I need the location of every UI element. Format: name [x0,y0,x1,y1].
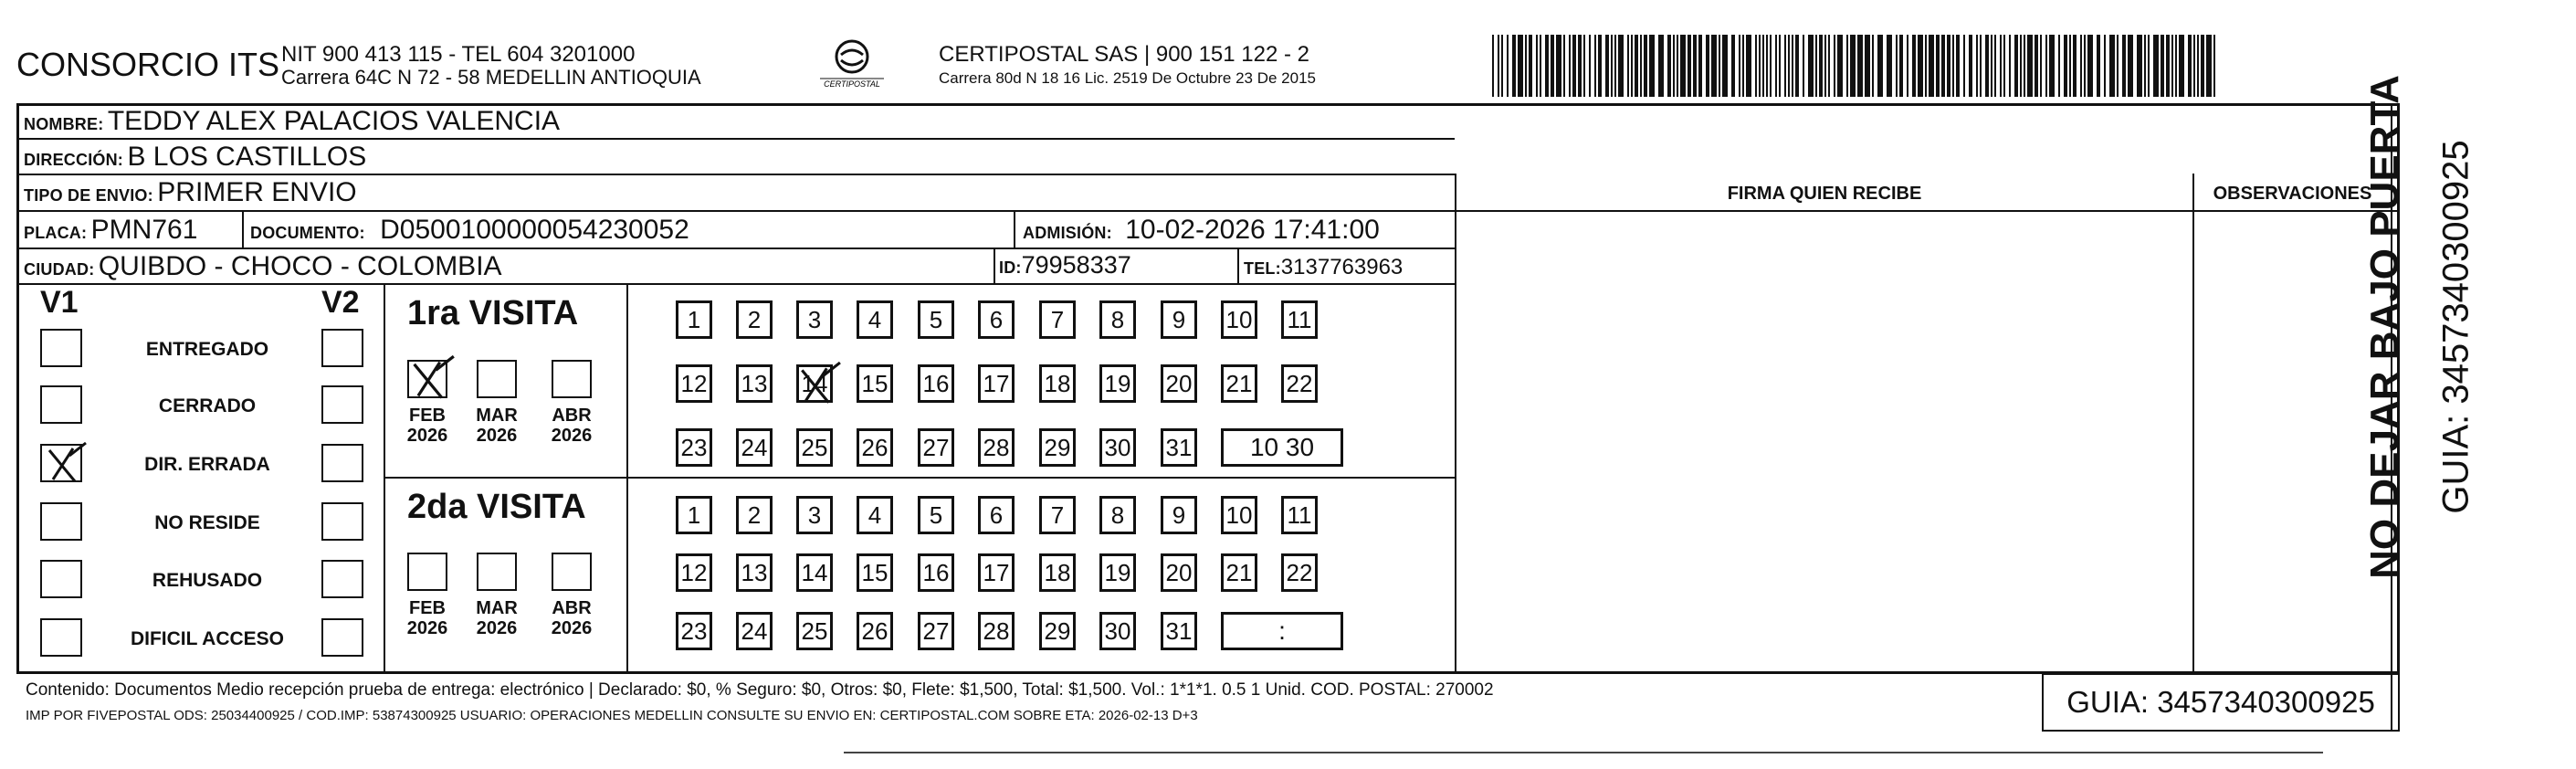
barcode-bar [1936,35,1940,97]
day-box[interactable]: 5 [918,496,954,534]
admision-value: 10-02-2026 17:41:00 [1125,215,1380,245]
status-label: DIR. ERRADA [144,454,270,475]
barcode-bar [1677,35,1678,97]
id-label: ID: [999,258,1022,277]
barcode-bar [2097,35,2100,97]
recipient-address: B LOS CASTILLOS [127,142,367,172]
v2-checkbox[interactable] [321,618,363,657]
time-slot[interactable]: 10 30 [1221,428,1343,467]
status-label: ENTREGADO [145,339,269,360]
barcode-bar [2000,35,2002,97]
barcode-bar [1834,35,1835,97]
day-box[interactable]: 15 [857,553,893,592]
barcode-bar [1556,35,1561,97]
barcode-bar [2087,35,2093,97]
barcode-bar [2045,35,2047,97]
barcode [1492,35,2220,97]
tel-label: TEL: [1244,259,1281,278]
day-box[interactable]: 29 [1039,428,1076,467]
placa-label: PLACA: [24,224,88,242]
barcode-bar [1706,35,1709,97]
barcode-bar [1775,35,1777,97]
month-label [402,406,453,446]
barcode-bar [1680,35,1686,97]
tipo-label: TIPO DE ENVIO: [24,186,153,205]
day-box[interactable]: 23 [676,612,712,650]
barcode-bar [2171,35,2173,97]
barcode-bar [2197,35,2199,97]
barcode-bar [1711,35,1717,97]
placa-value: PMN761 [90,215,198,245]
barcode-bar [1969,35,1972,97]
barcode-bar [1563,35,1565,97]
day-box[interactable]: 7 [1039,300,1076,339]
barcode-bar [2161,35,2164,97]
barcode-bar [2175,35,2177,97]
barcode-bar [1627,35,1629,97]
barcode-bar [2035,35,2038,97]
barcode-bar [1540,35,1541,97]
nombre-row [24,106,560,137]
divider [1237,248,1239,283]
footer-content: Contenido: Documentos Medio recepción prueba de entrega: electrónico | Declarado: $0, % Seguro: $0, Otros: $0, Flete: $1,500, Total: $1,500. Vol.: 1*1*1. 0.5 1 Unid. COD. POSTAL: 270002 [26,680,1494,700]
day-box[interactable]: 31 [1161,428,1197,467]
month-label [471,406,522,446]
v2-checkbox[interactable] [321,329,363,367]
month-name: ABR [552,598,592,618]
day-box[interactable]: 15 [857,364,893,403]
barcode-bar [2073,35,2077,97]
ciudad-cell [24,251,502,282]
barcode-bar [2179,35,2184,97]
v1-checkbox[interactable] [40,385,82,424]
barcode-bar [1963,35,1965,97]
barcode-bar [1614,35,1616,97]
month-year: 2026 [551,618,593,638]
barcode-bar [2104,35,2106,97]
barcode-bar [2080,35,2082,97]
v1-header: V1 [40,285,79,320]
admision-cell [1023,215,1380,246]
barcode-bar [1846,35,1848,97]
barcode-bar [2014,35,2018,97]
barcode-bar [1795,35,1799,97]
barcode-bar [1658,35,1664,97]
day-box[interactable]: 28 [978,428,1015,467]
barcode-bar [1991,35,1992,97]
barcode-bar [2137,35,2142,97]
day-box[interactable]: 17 [978,364,1015,403]
v1-checkbox[interactable] [40,618,82,657]
tel-value: 3137763963 [1280,255,1404,279]
divider [384,477,626,479]
month-checkbox[interactable] [552,553,592,591]
documento-value: D0500100000054230052 [380,215,689,245]
company-nit: NIT 900 413 115 - TEL 604 3201000 [281,42,636,67]
barcode-bar [1693,35,1697,97]
barcode-bar [1850,35,1856,97]
day-box[interactable]: 7 [1039,496,1076,534]
barcode-bar [1746,35,1751,97]
divider [2192,174,2194,674]
barcode-bar [2009,35,2011,97]
first-visit-title: 1ra VISITA [407,294,579,332]
month-label [402,598,453,638]
barcode-bar [1569,35,1571,97]
barcode-bar [2117,35,2119,97]
month-year: 2026 [406,426,448,446]
day-box[interactable]: 10 [1221,496,1257,534]
day-box[interactable]: 3 [796,496,833,534]
barcode-bar [1877,35,1883,97]
barcode-bar [1512,35,1516,97]
barcode-bar [2213,35,2215,97]
barcode-bar [1742,35,1744,97]
side-notice: NO DEJAR BAJO PUERTA [2362,75,2407,579]
time-slot[interactable]: : [1221,612,1343,650]
certipostal-logo-icon [811,37,893,93]
barcode-bar [1631,35,1633,97]
barcode-bar [1688,35,1691,97]
barcode-bar [2024,35,2025,97]
side-guia: GUIA: 3457340300925 [2435,140,2476,514]
day-box[interactable]: 20 [1161,364,1197,403]
barcode-bar [2027,35,2033,97]
day-box[interactable]: 18 [1039,553,1076,592]
month-label [546,598,597,638]
month-checkbox[interactable] [407,553,447,591]
v1-checkbox[interactable] [40,560,82,598]
day-box[interactable]: 4 [857,496,893,534]
barcode-bar [1808,35,1814,97]
v1-checkbox[interactable] [40,502,82,541]
barcode-bar [1792,35,1793,97]
divider [626,283,628,672]
day-box[interactable]: 4 [857,300,893,339]
barcode-bar [2020,35,2022,97]
barcode-bar [1635,35,1638,97]
barcode-bar [1872,35,1874,97]
day-box[interactable]: 22 [1281,553,1318,592]
month-name: FEB [409,598,446,618]
company-address: Carrera 64C N 72 - 58 MEDELLIN ANTIOQUIA [281,66,701,89]
barcode-bar [1941,35,1945,97]
guia-number: GUIA: 3457340300925 [2042,673,2400,732]
month-year: 2026 [476,618,518,638]
barcode-bar [1925,35,1927,97]
day-box[interactable]: 2 [736,496,773,534]
barcode-bar [2188,35,2192,97]
day-box[interactable]: 8 [1099,300,1136,339]
barcode-bar [1755,35,1757,97]
status-label: CERRADO [158,395,257,416]
day-box[interactable]: 6 [978,496,1015,534]
day-box[interactable]: 12 [676,364,712,403]
barcode-bar [2084,35,2086,97]
barcode-bar [1759,35,1761,97]
admision-label: ADMISIÓN: [1023,224,1112,242]
divider [626,477,1455,479]
barcode-bar [1673,35,1675,97]
day-box[interactable]: 10 [1221,300,1257,339]
barcode-bar [2064,35,2067,97]
barcode-bar [1644,35,1647,97]
barcode-bar [2144,35,2146,97]
barcode-bar [2148,35,2150,97]
barcode-bar [1952,35,1954,97]
tipo-row [24,177,357,208]
day-box[interactable]: 26 [857,612,893,650]
day-box[interactable]: 28 [978,612,1015,650]
barcode-bar [1529,35,1532,97]
barcode-bar [2201,35,2204,97]
month-year: 2026 [406,618,448,638]
day-box[interactable]: 30 [1099,428,1136,467]
barcode-bar [1819,35,1823,97]
day-box[interactable]: 30 [1099,612,1136,650]
divider [994,248,995,283]
id-cell [999,251,1131,279]
direccion-row [24,142,366,173]
barcode-bar [1611,35,1613,97]
barcode-bar [1770,35,1772,97]
day-box[interactable]: 25 [796,612,833,650]
barcode-bar [1518,35,1523,97]
firma-header: FIRMA QUIEN RECIBE [1727,184,1922,204]
footer-print-info: IMP POR FIVEPOSTAL ODS: 25034400925 / COD.IMP: 53874300925 USUARIO: OPERACIONES MEDELLIN CONSULTE SU ENVIO EN: CERTIPOSTAL.COM SOBRE ETA: 2026-02-13 D+3 [26,708,1198,723]
divider [1455,174,1456,674]
barcode-bar [1589,35,1591,97]
month-label [546,406,597,446]
barcode-bar [1857,35,1863,97]
barcode-bar [1976,35,1978,97]
day-box[interactable]: 11 [1281,496,1318,534]
barcode-bar [2193,35,2195,97]
barcode-bar [2040,35,2042,97]
month-name: MAR [476,406,518,426]
day-box[interactable]: 24 [736,612,773,650]
barcode-bar [1640,35,1642,97]
day-box[interactable]: 12 [676,553,712,592]
ciudad-label: CIUDAD: [24,260,95,279]
barcode-bar [1985,35,1989,97]
divider [16,210,2400,212]
barcode-bar [1649,35,1655,97]
barcode-bar [1594,35,1596,97]
month-year: 2026 [476,426,518,446]
day-box[interactable]: 26 [857,428,893,467]
barcode-bar [1896,35,1898,97]
month-name: MAR [476,598,518,618]
month-name: ABR [552,406,592,426]
v2-checkbox[interactable] [321,502,363,541]
barcode-bar [2206,35,2212,97]
logo-text: CERTIPOSTAL [824,79,880,89]
day-box[interactable]: 14 [796,553,833,592]
barcode-bar [1980,35,1982,97]
barcode-bar [2166,35,2170,97]
barcode-bar [1918,35,1923,97]
barcode-bar [2003,35,2005,97]
barcode-bar [1572,35,1576,97]
day-box[interactable]: 14 [796,364,833,403]
barcode-bar [1887,35,1892,97]
barcode-bar [1828,35,1830,97]
day-box[interactable]: 16 [918,553,954,592]
month-name: FEB [409,406,446,426]
day-box[interactable]: 13 [736,553,773,592]
check-mark-icon [38,441,91,487]
barcode-bar [1578,35,1582,97]
day-box[interactable]: 6 [978,300,1015,339]
barcode-bar [2122,35,2126,97]
barcode-bar [1837,35,1843,97]
barcode-bar [1731,35,1735,97]
nombre-label: NOMBRE: [24,115,104,133]
barcode-bar [1803,35,1804,97]
barcode-bar [1912,35,1916,97]
bottom-rule [844,752,2323,753]
barcode-bar [1779,35,1781,97]
barcode-bar [1929,35,1934,97]
v2-checkbox[interactable] [321,560,363,598]
day-box[interactable]: 2 [736,300,773,339]
v2-checkbox[interactable] [321,385,363,424]
day-box[interactable]: 21 [1221,364,1257,403]
day-box[interactable]: 18 [1039,364,1076,403]
month-checkbox[interactable] [477,553,517,591]
barcode-bar [1719,35,1720,97]
day-box[interactable]: 11 [1281,300,1318,339]
day-box[interactable]: 3 [796,300,833,339]
day-box[interactable]: 20 [1161,553,1197,592]
month-year: 2026 [551,426,593,446]
barcode-bar [1501,35,1503,97]
divider [242,210,244,248]
documento-label: DOCUMENTO: [250,224,365,242]
day-box[interactable]: 22 [1281,364,1318,403]
day-box[interactable]: 27 [918,612,954,650]
day-box[interactable]: 5 [918,300,954,339]
day-box[interactable]: 31 [1161,612,1197,650]
barcode-bar [1545,35,1549,97]
company-name: CONSORCIO ITS [16,46,280,83]
barcode-bar [1865,35,1870,97]
day-box[interactable]: 19 [1099,553,1136,592]
day-box[interactable]: 19 [1099,364,1136,403]
barcode-bar [1788,35,1790,97]
check-mark-icon [793,361,844,408]
barcode-bar [1698,35,1702,97]
v1-checkbox[interactable] [40,329,82,367]
barcode-bar [2058,35,2060,97]
status-label: DIFICIL ACCESO [130,628,284,649]
barcode-bar [1947,35,1950,97]
barcode-bar [2069,35,2071,97]
barcode-bar [1907,35,1908,97]
barcode-bar [2109,35,2115,97]
barcode-bar [1784,35,1786,97]
placa-cell [24,215,197,246]
day-box[interactable]: 17 [978,553,1015,592]
barcode-bar [1551,35,1554,97]
divider [16,283,1455,285]
check-mark-icon [405,354,457,404]
status-label: NO RESIDE [154,512,260,533]
barcode-bar [1824,35,1826,97]
day-box[interactable]: 9 [1161,300,1197,339]
barcode-bar [1498,35,1499,97]
status-label: REHUSADO [152,570,263,591]
divider [384,283,385,672]
recipient-name: TEDDY ALEX PALACIOS VALENCIA [107,106,561,136]
barcode-bar [1598,35,1602,97]
barcode-bar [1994,35,1996,97]
barcode-bar [1492,35,1494,97]
second-visit-title: 2da VISITA [407,488,586,526]
month-checkbox[interactable] [477,360,517,398]
barcode-bar [1536,35,1538,97]
divider [16,138,1455,140]
barcode-bar [2128,35,2133,97]
v2-header: V2 [321,285,360,320]
month-label [471,598,522,638]
month-checkbox[interactable] [552,360,592,398]
barcode-bar [1956,35,1960,97]
day-box[interactable]: 16 [918,364,954,403]
barcode-bar [1739,35,1740,97]
ciudad-value: QUIBDO - CHOCO - COLOMBIA [98,251,502,281]
barcode-bar [2049,35,2055,97]
id-value: 79958337 [1021,251,1131,279]
v2-checkbox[interactable] [321,444,363,482]
day-box[interactable]: 13 [736,364,773,403]
divider [16,174,1455,175]
certipostal-address: Carrera 80d N 18 16 Lic. 2519 De Octubre 23 De 2015 [939,69,1316,87]
barcode-bar [2153,35,2159,97]
barcode-bar [1899,35,1903,97]
barcode-bar [1605,35,1609,97]
barcode-bar [1766,35,1768,97]
barcode-bar [1618,35,1624,97]
barcode-bar [1815,35,1817,97]
day-box[interactable]: 29 [1039,612,1076,650]
certipostal-nit: CERTIPOSTAL SAS | 900 151 122 - 2 [939,42,1309,67]
barcode-bar [1507,35,1509,97]
day-box[interactable]: 25 [796,428,833,467]
day-box[interactable]: 21 [1221,553,1257,592]
observaciones-header: OBSERVACIONES [2213,184,2372,204]
day-box[interactable]: 27 [918,428,954,467]
day-box[interactable]: 23 [676,428,712,467]
tel-cell [1244,255,1403,280]
day-box[interactable]: 1 [676,300,712,339]
divider [1014,210,1015,248]
shipment-type: PRIMER ENVIO [157,177,357,207]
day-box[interactable]: 9 [1161,496,1197,534]
documento-cell [250,215,689,246]
day-box[interactable]: 24 [736,428,773,467]
direccion-label: DIRECCIÓN: [24,151,123,169]
barcode-bar [1667,35,1671,97]
day-box[interactable]: 1 [676,496,712,534]
barcode-bar [1762,35,1764,97]
day-box[interactable]: 8 [1099,496,1136,534]
barcode-bar [1525,35,1527,97]
barcode-bar [1722,35,1728,97]
barcode-bar [1583,35,1585,97]
